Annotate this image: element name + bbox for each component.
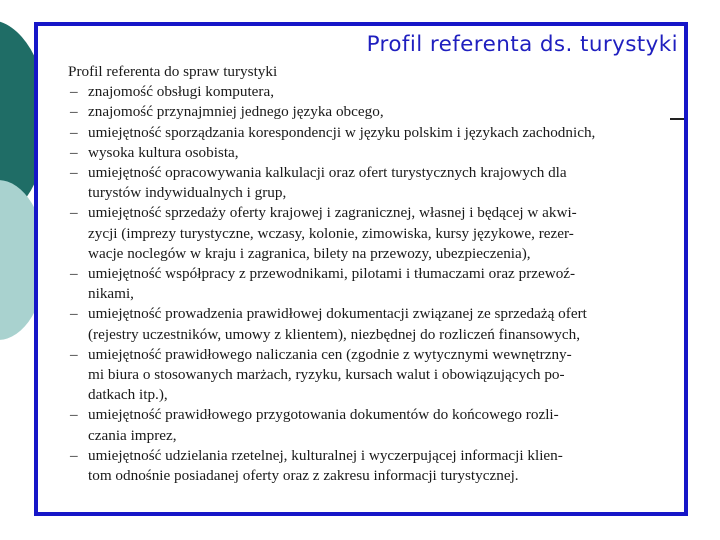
list-item xyxy=(68,203,674,264)
list-item-line: mi biura o stosowanych marżach, ryzyku, kursach walut i obowiązujących po- xyxy=(88,366,565,384)
list-item-line: znajomość przynajmniej jednego języka obcego, xyxy=(88,103,384,121)
dash-bullet: – xyxy=(70,265,78,283)
list-item xyxy=(68,143,674,163)
list-item-line: umiejętność prowadzenia prawidłowej dokumentacji związanej ze sprzedażą ofert xyxy=(88,305,587,323)
document-content xyxy=(68,62,674,486)
list-item-line: turystów indywidualnych i grup, xyxy=(88,184,287,202)
dash-bullet: – xyxy=(70,305,78,323)
dash-bullet: – xyxy=(70,164,78,182)
dash-bullet: – xyxy=(70,204,78,222)
list-item-line: umiejętność współpracy z przewodnikami, pilotami i tłumaczami oraz przewoź- xyxy=(88,265,576,283)
list-item xyxy=(68,446,674,486)
list-item-line: (rejestry uczestników, umowy z klientem), niezbędnej do rozliczeń finansowych, xyxy=(88,325,581,343)
dash-bullet: – xyxy=(70,123,78,141)
list-item-line: wysoka kultura osobista, xyxy=(88,143,239,161)
list-item-line: umiejętność prawidłowego naliczania cen (zgodnie z wytycznymi wewnętrzny- xyxy=(88,345,572,363)
side-tick-mark xyxy=(670,118,684,120)
list-item xyxy=(68,304,674,344)
list-item-line: tom odnośnie posiadanej oferty oraz z zakresu informacji turystycznej. xyxy=(88,467,519,485)
list-item-line: umiejętność sprzedaży oferty krajowej i zagranicznej, własnej i będącej w akwi- xyxy=(88,204,577,222)
list-item-line: umiejętność prawidłowego przygotowania dokumentów do końcowego rozli- xyxy=(88,406,559,424)
list-item-line: znajomość obsługi komputera, xyxy=(88,83,275,101)
list-item xyxy=(68,123,674,143)
list-item xyxy=(68,405,674,445)
list-item-line: nikami, xyxy=(88,285,134,303)
dash-bullet: – xyxy=(70,446,78,464)
list-item-line: datkach itp.), xyxy=(88,386,168,404)
slide-frame xyxy=(34,22,688,516)
list-item-line: umiejętność sporządzania korespondencji w języku polskim i językach zachodnich, xyxy=(88,123,596,141)
list-item xyxy=(68,102,674,122)
dash-bullet: – xyxy=(70,83,78,101)
list-item-line: wacje noclegów w kraju i zagranica, bilety na przewozy, ubezpieczenia), xyxy=(88,244,531,262)
requirements-list xyxy=(68,82,674,486)
list-item xyxy=(68,345,674,406)
list-item xyxy=(68,163,674,203)
list-item-line: umiejętność opracowywania kalkulacji oraz ofert turystycznych krajowych dla xyxy=(88,164,567,182)
slide-title: Profil referenta ds. turystyki xyxy=(366,32,678,57)
document-lead: Profil referenta do spraw turystyki xyxy=(68,63,278,80)
list-item-line: czania imprez, xyxy=(88,426,177,444)
list-item xyxy=(68,82,674,102)
dash-bullet: – xyxy=(70,143,78,161)
list-item-line: umiejętność udzielania rzetelnej, kulturalnej i wyczerpującej informacji klien- xyxy=(88,446,563,464)
list-item xyxy=(68,264,674,304)
list-item-line: zycji (imprezy turystyczne, wczasy, kolonie, zimowiska, kursy językowe, rezer- xyxy=(88,224,574,242)
dash-bullet: – xyxy=(70,406,78,424)
dash-bullet: – xyxy=(70,103,78,121)
dash-bullet: – xyxy=(70,345,78,363)
